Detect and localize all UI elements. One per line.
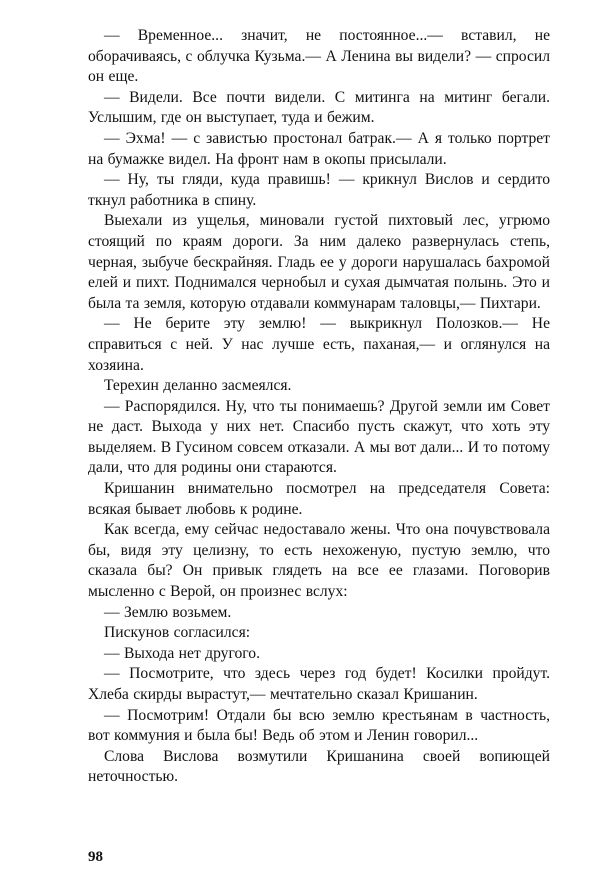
paragraph-9: Кришанин внимательно посмотрел на председателя Совета: всякая бывает любовь к родине. <box>88 480 550 518</box>
paragraph-2: — Видели. Все почти видели. С митинга на митинг бегали. Услышим, где он выступает, туда и бежим. <box>88 88 550 127</box>
paragraph-4: — Ну, ты гляди, куда правишь! — крикнул Вислов и сердито ткнул работника в спину. <box>88 171 550 209</box>
paragraph-10: Как всегда, ему сейчас недоставало жены. Что она почувствовала бы, видя эту целизну, то есть нехоженую, пустую землю, что сказала бы? Он привык глядеть на все ее глазами. Поговорив мысленно с Верой, он произнес вслух: <box>88 521 550 601</box>
paragraph-13: — Выхода нет другого. <box>104 644 260 662</box>
paragraph-3: — Эхма! — с завистью простонал батрак.— А я только портрет на бумажке видел. На фронт нам в окопы присылали. <box>88 129 550 168</box>
body-text <box>88 26 550 788</box>
paragraph-11: — Землю возьмем. <box>104 603 232 621</box>
paragraph-7: Терехин деланно засмеялся. <box>104 377 292 395</box>
paragraph-12: Пискунов согласился: <box>104 624 251 642</box>
paragraph-16: Слова Вислова возмутили Кришанина своей вопиющей неточностью. <box>88 747 550 786</box>
paragraph-5: Выехали из ущелья, миновали густой пихтовый лес, угрюмо стоящий по краям дороги. За ним далеко развернулась степь, черная, зыбуче бескрайняя. Гладь ее у дороги нарушалась бахромой елей и пихт. Поднимался чернобыл и сухая дымчатая полынь. Это и была та земля, которую отдавали коммунарам таловцы,— Пихтари. <box>88 212 550 312</box>
paragraph-15: — Посмотрим! Отдали бы всю землю крестьянам в частность, вот коммуния и была бы! Ведь об этом и Ленин говорил... <box>88 706 550 745</box>
paragraph-8: — Распорядился. Ну, что ты понимаешь? Другой земли им Совет не даст. Выхода у них нет. Спасибо пусть скажут, что хоть эту выделяем. В Гусином совсем отказали. А мы вот дали... И то потому дали, что для родины они стараются. <box>88 397 550 477</box>
paragraph-14: — Посмотрите, что здесь через год будет! Косилки пройдут. Хлеба скирды вырастут,— мечтательно сказал Кришанин. <box>88 665 550 703</box>
page-number: 98 <box>88 849 103 865</box>
paragraph-6: — Не берите эту землю! — выкрикнул Полозков.— Не справиться с ней. У нас лучше есть, паханая,— и оглянулся на хозяина. <box>88 315 550 374</box>
paragraph-1: — Временное... значит, не постоянное...— вставил, не оборачиваясь, с облучка Кузьма.— А Ленина вы видели? — спросил он еще. <box>88 27 550 86</box>
